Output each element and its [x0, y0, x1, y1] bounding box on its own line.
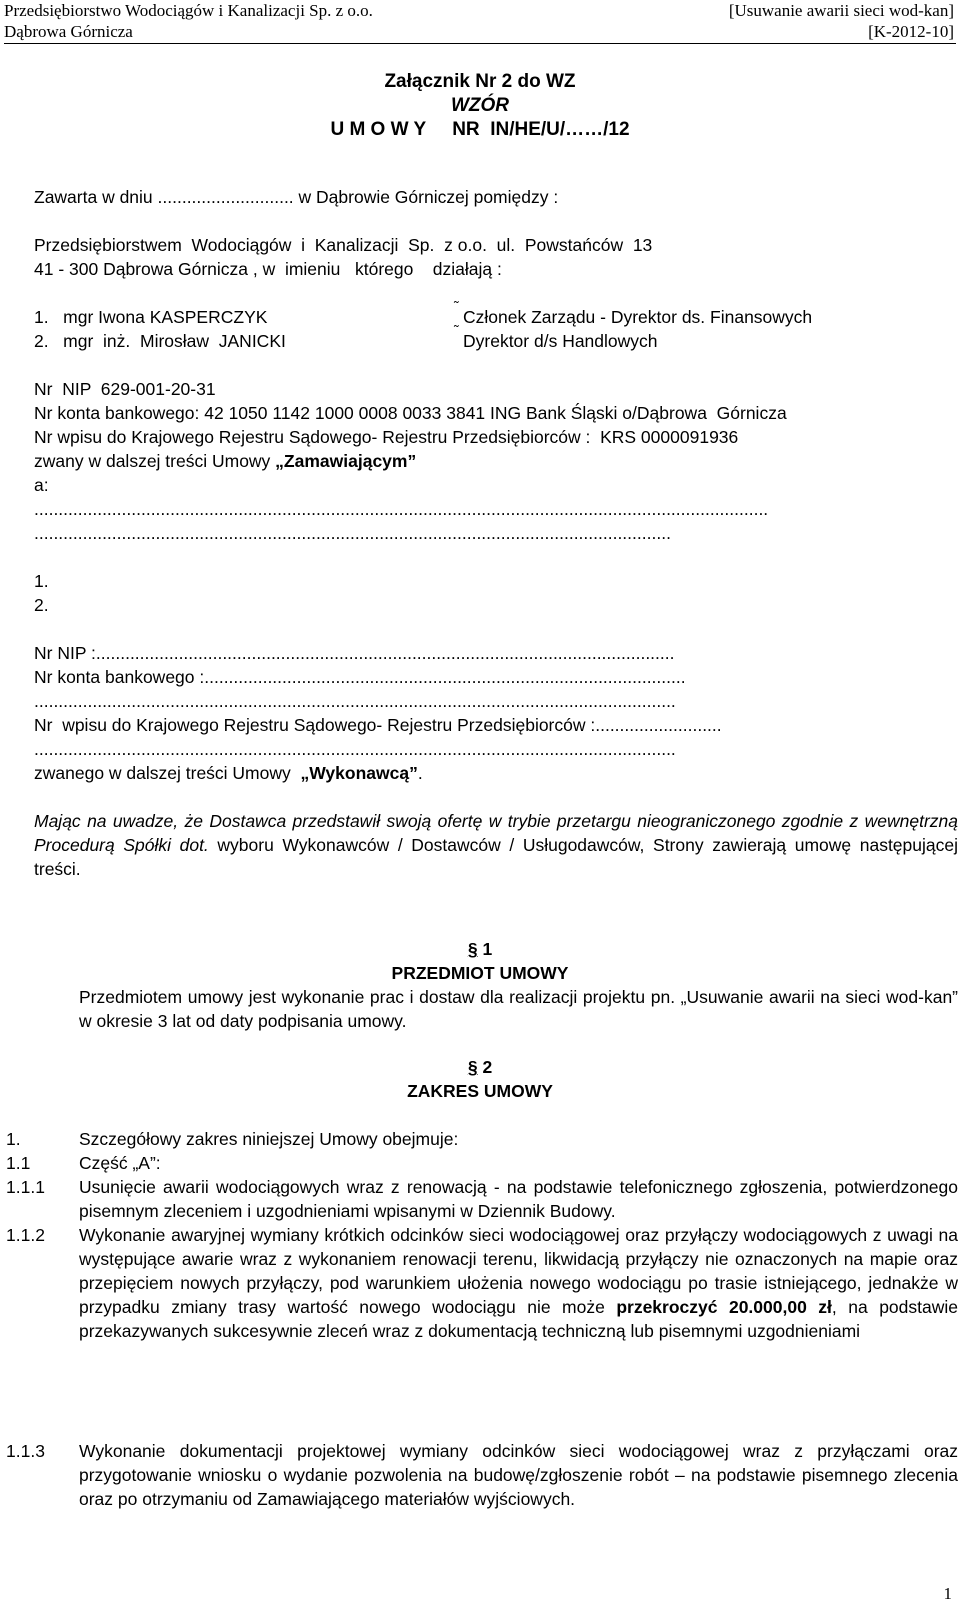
- designation-prefix: zwany w dalszej treści Umowy: [34, 451, 276, 471]
- contractor-rep-1: 1.: [34, 571, 49, 591]
- representative-2-role: Dyrektor d/s Handlowych: [463, 331, 658, 351]
- designation-prefix: zwanego w dalszej treści Umowy: [34, 763, 301, 783]
- header-code: [K-2012-10]: [868, 22, 954, 41]
- header-rule: [4, 43, 956, 44]
- item-number: 1.1.3: [6, 1441, 45, 1461]
- item-text-part: , na podstawie przekazywanych sukcesywnie zleceń wraz z dokumentacją techniczną lub pisemnymi uzgodnieniami: [79, 1297, 959, 1341]
- preamble-italic: Mając na uwadze, że Dostawca przedstawił swoją ofertę w trybie przetargu nieograniczonego zgodnie z wewnętrzną Procedurą Spółki dot.: [34, 811, 958, 855]
- contract-number: U M O W Y NR IN/HE/U/……/12: [330, 119, 630, 140]
- header-left: [4, 0, 373, 42]
- section-1-title: PRZEDMIOT UMOWY: [391, 963, 569, 983]
- tilde-mark: ˜: [454, 298, 459, 314]
- header-company: Przedsiębiorstwo Wodociągów i Kanalizacji Sp. z o.o.: [4, 1, 373, 20]
- contractor-designation-name: „Wykonawcą”: [300, 763, 418, 783]
- section-2-heading: [0, 1055, 960, 1103]
- item-number: 1.1.2: [6, 1225, 45, 1245]
- item-text: Usunięcie awarii wodociągowych wraz z renowacją - na podstawie telefonicznego zgłoszenia, potwierdzonego pisemnym zleceniem i uzgodnieniami wpisanymi w Dziennik Budowy.: [79, 1177, 958, 1221]
- blank-line-2: ...................................................................................................................................: [34, 523, 671, 543]
- company-line-2: 41 - 300 Dąbrowa Górnicza , w imieniu którego działają :: [34, 259, 502, 279]
- employer-krs: Nr wpisu do Krajowego Rejestru Sądowego- Rejestru Przedsiębiorców : KRS 0000091936: [34, 427, 739, 447]
- company-line-1: Przedsiębiorstwem Wodociągów i Kanalizacji Sp. z o.o. ul. Powstańców 13: [34, 235, 653, 255]
- blank-line-1: .......................................................................................................................................................: [34, 499, 769, 519]
- and-label: a:: [34, 475, 49, 495]
- item-text: Część „A”:: [79, 1153, 161, 1173]
- item-number: 1.1.1: [6, 1177, 45, 1197]
- designation-suffix: .: [417, 763, 423, 783]
- representative-1-role: Członek Zarządu - Dyrektor ds. Finansowych: [463, 307, 813, 327]
- section-2-title: ZAKRES UMOWY: [407, 1081, 553, 1101]
- employer-bank-account: Nr konta bankowego: 42 1050 1142 1000 0008 0033 3841 ING Bank Śląski o/Dąbrowa Górnicza: [34, 403, 787, 423]
- contractor-krs: Nr wpisu do Krajowego Rejestru Sądowego- Rejestru Przedsiębiorców :..........................: [34, 715, 722, 735]
- item-number: 1.: [6, 1129, 21, 1149]
- section-number: 1: [482, 939, 493, 959]
- header-project: [Usuwanie awarii sieci wod-kan]: [728, 1, 954, 20]
- section-1-heading: [0, 937, 960, 985]
- section-number: 2: [482, 1057, 493, 1077]
- item-text: Wykonanie dokumentacji projektowej wymiany odcinków sieci wodociągowej wraz z przyłączami oraz przygotowanie wniosku o wydanie pozwolenia na budowę/zgłoszenie robót – na podstawie pisemnego zlecenia oraz po otrzymaniu od Zamawiającego materiałów wyjściowych.: [79, 1441, 958, 1509]
- page-header: [4, 0, 956, 42]
- contractor-bank-account: Nr konta bankowego :...................................................................................................: [34, 667, 686, 687]
- value-limit: przekroczyć 20.000,00 zł: [616, 1297, 832, 1317]
- employer-nip: Nr NIP 629-001-20-31: [34, 379, 216, 399]
- tilde-mark: ˜: [454, 322, 459, 338]
- preamble: [34, 809, 958, 881]
- item-number: 1.1: [6, 1153, 31, 1173]
- section-symbol: §: [467, 1057, 478, 1077]
- section-1-text: Przedmiotem umowy jest wykonanie prac i dostaw dla realizacji projektu pn. „Usuwanie awarii na sieci wod-kan” w okresie 3 lat od daty podpisania umowy.: [79, 987, 958, 1031]
- employer-designation: [34, 449, 416, 473]
- contractor-designation: [34, 761, 423, 785]
- representative-1-name: 1. mgr Iwona KASPERCZYK: [34, 307, 268, 327]
- item-text: [79, 1223, 958, 1343]
- contractor-rep-2: 2.: [34, 595, 49, 615]
- employer-designation-name: „Zamawiającym”: [275, 451, 417, 471]
- header-city: Dąbrowa Górnicza: [4, 22, 133, 41]
- contractor-blank-line: ....................................................................................................................................: [34, 691, 676, 711]
- document-title: [0, 70, 960, 142]
- section-symbol: §: [467, 939, 478, 959]
- page-number: 1: [943, 1584, 952, 1603]
- template-label: WZÓR: [450, 95, 510, 116]
- preamble-rest: wyboru Wykonawców / Dostawców / Usługodawców, Strony zawierają umowę następującej treści.: [34, 835, 958, 879]
- contractor-nip: Nr NIP :.......................................................................................................................: [34, 643, 675, 663]
- item-text: Szczegółowy zakres niniejszej Umowy obejmuje:: [79, 1129, 459, 1149]
- item-text-part: Wykonanie awaryjnej wymiany krótkich odcinków sieci wodociągowej oraz przyłączy wodociągowych z uwagi na występujące awarie wraz z wykonaniem renowacji terenu, likwidacją przyłączy nie oznaczonych na mapie oraz przepięciem nowych przyłączy, pod warunkiem ułożenia nowego wodociągu po trasie istniejącego, jednakże w przypadku zmiany trasy wartość nowego wodociągu nie może: [79, 1225, 958, 1317]
- contractor-blank-line-2: ....................................................................................................................................: [34, 739, 676, 759]
- annex-title: Załącznik Nr 2 do WZ: [384, 71, 576, 92]
- header-right: [729, 0, 954, 42]
- representative-2-name: 2. mgr inż. Mirosław JANICKI: [34, 331, 286, 351]
- concluded-line: Zawarta w dniu ............................ w Dąbrowie Górniczej pomiędzy :: [34, 187, 559, 207]
